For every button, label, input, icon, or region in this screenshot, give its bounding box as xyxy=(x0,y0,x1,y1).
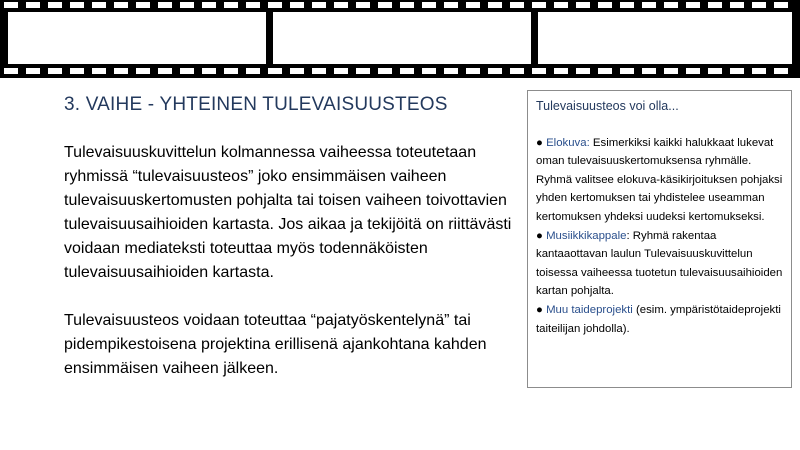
sprocket-hole xyxy=(92,68,106,74)
item-text: Esimerkiksi kaikki halukkaat lukevat oman tulevaisuuskertomuksensa ryhmälle. Ryhmä valitsee elokuva-käsikirjoituksen pohjaksi yhden kertomuksen tai yhdistelee useamman kertomuksen yhdeksi uudeksi kertomukseksi. xyxy=(536,136,783,223)
film-frame-1 xyxy=(8,12,266,64)
sprocket-hole xyxy=(554,68,568,74)
filmstrip-sprocket-holes-top xyxy=(0,2,800,10)
sprocket-hole xyxy=(400,2,414,8)
item-label: Muu taideprojekti xyxy=(546,303,633,316)
sprocket-hole xyxy=(378,68,392,74)
sprocket-hole xyxy=(268,68,282,74)
bullet-icon: ● xyxy=(536,136,543,149)
sprocket-hole xyxy=(422,2,436,8)
sprocket-hole xyxy=(136,2,150,8)
sprocket-hole xyxy=(444,2,458,8)
sprocket-hole xyxy=(114,2,128,8)
sprocket-hole xyxy=(312,2,326,8)
bullet-icon: ● xyxy=(536,303,543,316)
sprocket-hole xyxy=(26,68,40,74)
sprocket-hole xyxy=(642,2,656,8)
item-label: Musiikkikappale xyxy=(546,229,627,242)
sprocket-hole xyxy=(48,2,62,8)
sprocket-hole xyxy=(334,2,348,8)
paragraph-2: Tulevaisuusteos voidaan toteuttaa “pajatyöskentelynä” tai pidempikestoisena projektina erillisenä ajankohtana kahden ensimmäisen vaiheen jälkeen. xyxy=(64,312,487,377)
sprocket-hole xyxy=(730,68,744,74)
sprocket-hole xyxy=(246,2,260,8)
sprocket-hole xyxy=(180,68,194,74)
sprocket-hole xyxy=(48,68,62,74)
sprocket-hole xyxy=(642,68,656,74)
sprocket-hole xyxy=(686,68,700,74)
sprocket-hole xyxy=(356,68,370,74)
list-item-musiikkikappale xyxy=(536,227,783,301)
sprocket-hole xyxy=(26,2,40,8)
sprocket-hole xyxy=(488,68,502,74)
sprocket-hole xyxy=(70,2,84,8)
bullet-icon: ● xyxy=(536,229,543,242)
sprocket-hole xyxy=(114,68,128,74)
sprocket-hole xyxy=(224,68,238,74)
sprocket-hole xyxy=(290,68,304,74)
sprocket-hole xyxy=(554,2,568,8)
sprocket-hole xyxy=(312,68,326,74)
paragraph-1: Tulevaisuuskuvittelun kolmannessa vaiheessa toteutetaan ryhmissä “tulevaisuusteos” joko ensimmäisen vaiheen tulevaisuuskertomusten pohjalta tai toisen vaiheen toivottavien tulevaisuusaihioiden kartasta. Jos aikaa ja tekijöitä on riittävästi voidaan mediateksti toteuttaa myös todennäköisten tulevaisuusaihioiden kartasta. xyxy=(64,144,512,281)
sprocket-hole xyxy=(510,68,524,74)
sprocket-hole xyxy=(510,2,524,8)
filmstrip-banner xyxy=(0,0,800,78)
sprocket-hole xyxy=(620,68,634,74)
sprocket-hole xyxy=(598,68,612,74)
film-frame-2 xyxy=(273,12,531,64)
sprocket-hole xyxy=(708,2,722,8)
slide-title: 3. VAIHE - YHTEINEN TULEVAISUUSTEOS xyxy=(64,94,448,115)
sprocket-hole xyxy=(532,2,546,8)
sprocket-hole xyxy=(356,2,370,8)
sprocket-hole xyxy=(752,68,766,74)
sprocket-hole xyxy=(708,68,722,74)
item-text: (esim. ympäristötaideprojekti taiteilijan johdolla). xyxy=(536,303,781,335)
sprocket-hole xyxy=(532,68,546,74)
sprocket-hole xyxy=(70,68,84,74)
sprocket-hole xyxy=(202,2,216,8)
sprocket-hole xyxy=(4,2,18,8)
sprocket-hole xyxy=(246,68,260,74)
sprocket-hole xyxy=(158,2,172,8)
sprocket-hole xyxy=(774,68,788,74)
sprocket-hole xyxy=(92,2,106,8)
sprocket-hole xyxy=(224,2,238,8)
sprocket-hole xyxy=(664,68,678,74)
sprocket-hole xyxy=(488,2,502,8)
body-text xyxy=(64,141,519,405)
sprocket-hole xyxy=(180,2,194,8)
sprocket-hole xyxy=(290,2,304,8)
sprocket-hole xyxy=(334,68,348,74)
film-frame-3 xyxy=(538,12,792,64)
sprocket-hole xyxy=(444,68,458,74)
item-label: Elokuva: xyxy=(546,136,590,149)
list-item-taideprojekti xyxy=(536,301,783,338)
sprocket-hole xyxy=(268,2,282,8)
sprocket-hole xyxy=(576,68,590,74)
sprocket-hole xyxy=(598,2,612,8)
sprocket-hole xyxy=(664,2,678,8)
sprocket-hole xyxy=(378,2,392,8)
sprocket-hole xyxy=(466,2,480,8)
list-item-elokuva xyxy=(536,134,783,227)
sprocket-hole xyxy=(730,2,744,8)
sprocket-hole xyxy=(686,2,700,8)
sprocket-hole xyxy=(4,68,18,74)
item-text: : Ryhmä rakentaa kantaaottavan laulun Tulevaisuuskuvittelun toisessa vaiheessa tuotetun tulevaisuusaihioiden kartan pohjalta. xyxy=(536,229,783,298)
sprocket-hole xyxy=(136,68,150,74)
sprocket-hole xyxy=(400,68,414,74)
info-box xyxy=(527,90,792,388)
sprocket-hole xyxy=(466,68,480,74)
sprocket-hole xyxy=(620,2,634,8)
sprocket-hole xyxy=(422,68,436,74)
info-box-title: Tulevaisuusteos voi olla... xyxy=(536,99,679,113)
sprocket-hole xyxy=(774,2,788,8)
sprocket-hole xyxy=(202,68,216,74)
sprocket-hole xyxy=(752,2,766,8)
filmstrip-sprocket-holes-bottom xyxy=(0,68,800,76)
sprocket-hole xyxy=(158,68,172,74)
sprocket-hole xyxy=(576,2,590,8)
